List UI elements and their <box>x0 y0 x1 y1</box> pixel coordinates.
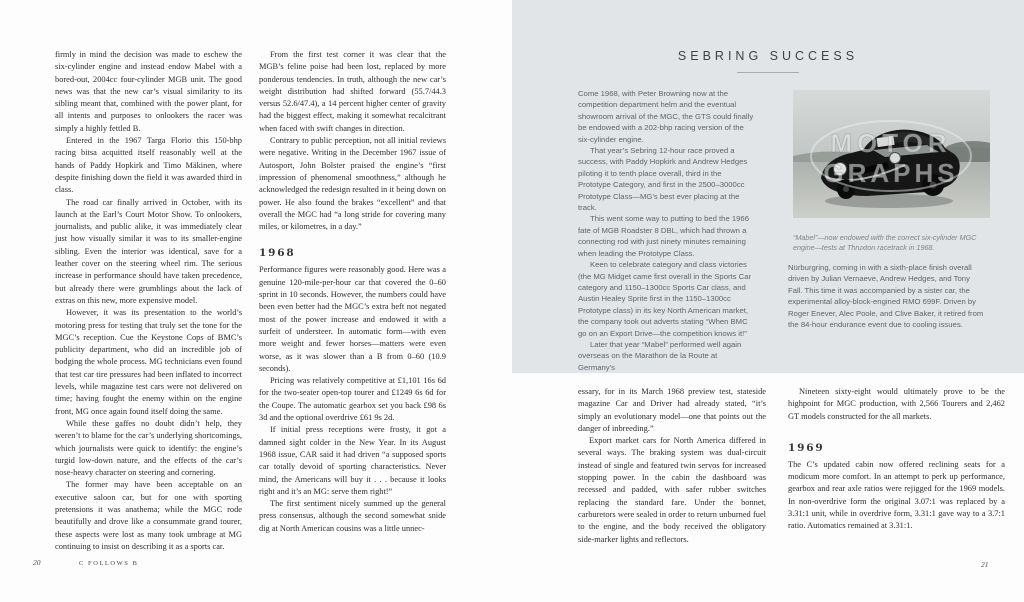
left-page-column-1 <box>55 49 242 553</box>
body-paragraph: Nineteen sixty-eight would ultimately prove to be the highpoint for MGC production, with 2,566 Tourers and 2,462 GT models constructed for the all markets. <box>788 387 1005 421</box>
watermark-text-line1: MOTOR <box>830 128 952 158</box>
body-paragraph: The former may have been acceptable on an executive saloon car, but for one with sporting pretensions it was anathema; while the MGC rode beautifully and drove like a consummate grand tourer, these aspects were lost as many took umbrage at MG continuing to insist on describing it as a sports car. <box>55 480 242 551</box>
body-paragraph: The C’s updated cabin now offered reclining seats for a modicum more comfort. In an attempt to perk up performance, gearbox and rear axle ratios were rejigged for the 1969 models. In non-overdrive form the original 3.07:1 was replaced by a 3.31:1 unit, while in overdrive form, 3.31:1 gave way to a 3.7:1 ratio. Automatics remained at 3.31:1. <box>788 459 1005 531</box>
panel-paragraph: That year’s Sebring 12-hour race proved a success, with Paddy Hopkirk and Andrew Hedges piloting it to tenth place overall, third in the Prototype Category, and first in the 2500–3000cc Prototype Class—MG’s best ever placing at the track. <box>578 146 748 213</box>
race-car-photo <box>793 90 990 218</box>
photo-caption: “Mabel”—now endowed with the correct six-cylinder MGC engine—tests at Thruxton racetrack in 1968. <box>793 233 977 253</box>
panel-column-2 <box>788 262 985 330</box>
body-paragraph: Contrary to public perception, not all initial reviews were negative. Writing in the December 1967 issue of Autosport, John Bolster praised the engine’s “first impression of phenomenal smoothness,” although he acknowledged the redesign resulted in it being down on power. He also found the brakes “excellent” and that overall the MGC had “a long stride for covering many miles, or kilometres, in a day.” <box>259 136 446 232</box>
running-head: C FOLLOWS B <box>79 560 139 567</box>
right-page-column-1 <box>578 386 766 546</box>
section-heading-1968: 1968 <box>259 247 296 260</box>
sebring-success-panel <box>512 0 1024 373</box>
body-paragraph: The first sentiment nicely summed up the general press consensus, although the second somewhat snide dig at North American cousins was a little unnec- <box>259 499 446 533</box>
panel-paragraph: Later that year “Mabel” performed well again overseas on the Marathon de la Route at Germany’s <box>578 339 742 372</box>
left-page-number: 20 <box>33 558 41 567</box>
panel-paragraph: Come 1968, with Peter Browning now at the competition department helm and the eventual showroom arrival of the MGC, the GTS could finally be endowed with a 202-bhp racing version of the six-cylinder engine. <box>578 89 754 144</box>
panel-paragraph: Keen to celebrate category and class victories (the MG Midget came first overall in the Sports Car category and 1150–1300cc Sports Car class, and Austin Healey Sprite first in the 1150–1300cc Prototype class) in its key North American market, the company took out adverts stating “When BMC go on an Export Drive—the competition knows it!” <box>578 260 752 338</box>
watermark-text-line2: GRAPHS <box>823 158 959 188</box>
body-paragraph: The road car finally arrived in October, with its launch at the Earl’s Court Motor Show. To onlookers, journalists, and public alike, it was immediately clear just how visually similar it was to its smaller-engine sibling. Even the interior was identical, save for a leather cover on the steering wheel rim. The serious increase in performance should have taken precedence, but already there were grumblings about the lack of extras on this new, more expensive model. <box>55 197 242 305</box>
panel-paragraph: This went some way to putting to bed the 1966 fate of MGB Roadster 8 DBL, which had thrown a connecting rod with just ninety minutes remaining when leading the Prototype Class. <box>578 214 749 258</box>
panel-column-1 <box>578 88 756 373</box>
body-paragraph: From the first test corner it was clear that the MGB’s feline poise had been lost, replaced by more ponderous tendencies. In truth, although the new car’s weight distribution had shifted forward (55.7/44.3 versus 52.6/47.4), a 14 percent higher center of gravity had the biggest effect, making it somewhat recalcitrant when faced with swift changes in direction. <box>259 50 446 133</box>
body-paragraph: If initial press receptions were frosty, it got a damned sight colder in the New Year. In its August 1968 issue, CAR said it had driven “a supposed sports car totally devoid of sporting characteristics. Never mind, the Americans will buy it . . . because it looks right and it’s an MG: serve them right!” <box>259 425 446 496</box>
right-page-number: 21 <box>981 560 989 569</box>
section-heading-1969: 1969 <box>788 441 825 454</box>
body-paragraph: While these gaffes no doubt didn’t help, they weren’t to blame for the car’s underlying shortcomings, which journalists were quick to identify: the engine’s turgid low-down nature, and the effects of the car’s nose-heavy character on steering and cornering. <box>55 418 242 478</box>
right-page-column-2 <box>788 386 1005 533</box>
left-page-column-2 <box>259 49 446 535</box>
panel-paragraph: Nürburgring, coming in with a sixth-place finish overall driven by Julian Vernaeve, Andrew Hedges, and Tony Fall. This time it was accompanied by a sister car, the experimental alloy-block-engined RMO 699F. Driven by Roger Enever, Alec Poole, and Clive Baker, it retired from the 84-hour endurance event due to cooling issues. <box>788 263 984 330</box>
body-paragraph: Performance figures were reasonably good. Here was a genuine 120-mile-per-hour car that covered the 0–60 sprint in 10 seconds. However, the numbers could have been even better had the MGC’s extra heft not negated most of the power increase and endowed it with a surfeit of understeer. In automatic form—with even more weight and fewer horses—matters were even worse, as it was slower than a B from 0–60 (10.9 seconds). <box>259 265 446 373</box>
panel-title: SEBRING SUCCESS <box>677 49 859 63</box>
body-paragraph: Pricing was relatively competitive at £1,101 16s 6d for the two-seater open-top tourer and £1249 6s 6d for the Coupe. The automatic gearbox set you back £98 6s 3d and the optional overdrive £61 9s 2d. <box>259 376 446 423</box>
body-paragraph: Export market cars for North America differed in several ways. The braking system was dual-circuit instead of single and featured twin servos for increased stopping power. In the cabin the dashboard was recessed and padded, with safer rubber switches replacing the standard fare. Under the bonnet, carburetors were sealed in order to return unburned fuel to the engine, and the body received the obligatory side-marker lights and reflectors. <box>578 436 766 544</box>
race-car-photo-illustration <box>793 90 990 218</box>
body-paragraph: essary, for in its March 1968 preview test, stateside magazine Car and Driver had already stated, “it’s simply an evolutionary model—one that points out the danger of inbreeding.” <box>578 387 766 433</box>
body-paragraph: However, it was its presentation to the world’s motoring press for testing that truly set the tone for the MGC’s reception. Cue the Keystone Cops of BMC’s publicity department, who did an incredible job of bodging the whole process. MG technicians even found that test car tire pressures had been inflated to incorrect levels, while magazine test cars were not delivered on time; having fought the enemy within on the engine front, MG once again found itself doing the same. <box>55 308 242 416</box>
body-paragraph: firmly in mind the decision was made to eschew the six-cylinder engine and instead endow Mabel with a bored-out, 2004cc four-cylinder MGB unit. The good news was that the new car’s visual similarity to its sibling meant that, combined with the power plant, for all intents and purposes to onlookers the racer was simply a highly fettled B. <box>55 50 242 133</box>
title-divider <box>737 72 799 73</box>
body-paragraph: Entered in the 1967 Targa Florio this 150-bhp racing bitsa acquitted itself reasonably well at the hands of Paddy Hopkirk and Timo Mäkinen, where despite finishing down the field it was awarded third in class. <box>55 136 242 195</box>
